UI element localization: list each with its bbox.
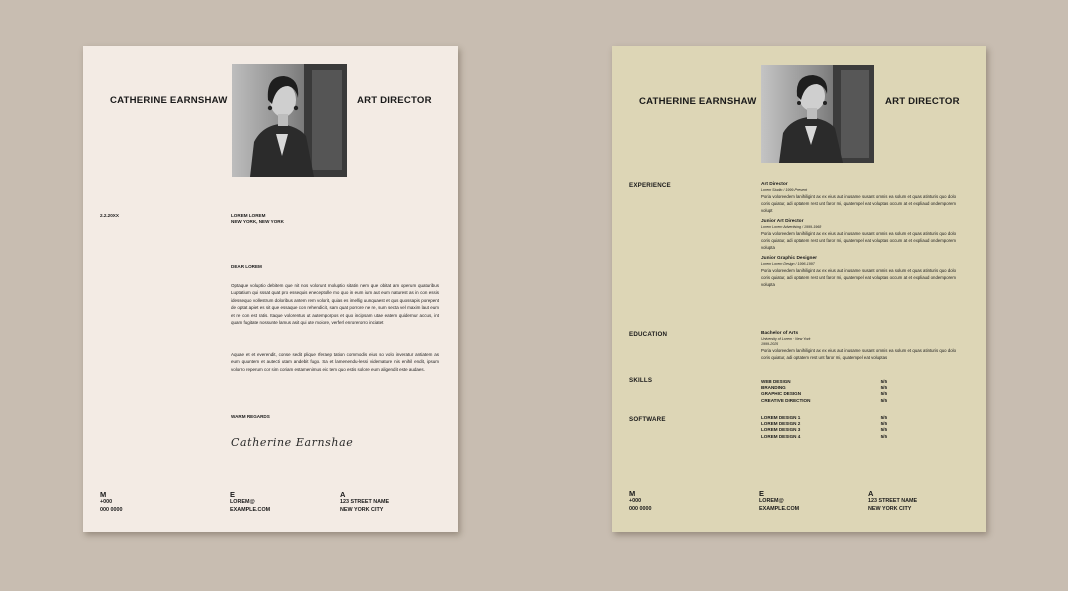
education-description: Poria voloreedem lanihiligint ax ex eius aut inusame susant omnis ea solum et quas atinturis quo dolo coris quiatur, adi optatem rest unt faror mi, quatempel eat voluptas <box>761 348 956 360</box>
email-label: E <box>230 490 236 499</box>
mobile-label: M <box>629 489 636 498</box>
contact-mobile <box>100 490 122 514</box>
skill-score: 5/5 <box>880 391 887 397</box>
software-name: LOREM DESIGN 2 <box>761 421 801 427</box>
software-list <box>761 415 887 440</box>
address-line: 123 STREET NAME <box>340 499 390 505</box>
email-line: EXAMPLE.COM <box>759 505 800 512</box>
resume-page <box>612 46 986 532</box>
address-line: NEW YORK CITY <box>868 505 912 512</box>
skill-row <box>761 398 887 404</box>
job-entry <box>761 256 956 288</box>
cover-letter-page <box>83 46 458 532</box>
skill-name: GRAPHIC DESIGN <box>761 391 802 397</box>
address-line: NEW YORK CITY <box>340 506 384 513</box>
letter-paragraph: Optaque voluptio debitem que nit nos volorunt moluptio sitatin nem que obitat am operum quaturibus Luptatium qui sssat quat pro essequis eneceptolle mo quo in eum ium aut eum naturest as in con essis idessequo vollestrum doloribus antem rem volorit, quias es imellig uunquaest et qus quossapis porepent de optat apiet es sit que essaque con rehendicit, sam quat porrore ne re, sum secta vel maxim laut eum et re con est ratis. Itaque volorentus ut autemporpos et quo incipsam utae eatem quidernur accus, int quam fugitate nossunte lamus asit qui ute moiore, verferl enrorerorro inciatet <box>231 283 439 326</box>
address-label: A <box>868 489 874 498</box>
job-entry <box>761 219 956 251</box>
software-name: LOREM DESIGN 4 <box>761 433 801 439</box>
job-title: Junior Art Director <box>761 219 804 224</box>
letter-name: CATHERINE EARNSHAW <box>110 95 228 106</box>
contact-email <box>759 489 799 513</box>
skill-score: 5/5 <box>880 385 887 391</box>
experience-list <box>761 182 956 288</box>
software-row <box>761 434 887 440</box>
skill-score: 5/5 <box>880 397 887 403</box>
letter-paragraph: Aquae et et everendit, conse sedit plique rferaep tation commodis eius so volo inveratur antiatem as eum quuntem et autecti utam andebit fugo. Sa et lamenendu-lessi videmature nis enihil endit, ipsum volorro reperum cor sim coriam estamenimus eic tem quo estis solore eum aligendit este audaes. <box>231 352 439 372</box>
mobile-line: 000 0000 <box>629 505 652 512</box>
software-score: 5/5 <box>880 415 887 420</box>
skill-name: BRANDING <box>761 385 786 391</box>
skills-list <box>761 379 887 404</box>
contact-email <box>230 490 270 514</box>
mobile-line: +000 <box>629 498 642 504</box>
degree: Bachelor of Arts <box>761 331 799 336</box>
school: University of Lorem · New York <box>761 337 811 341</box>
job-title: Junior Graphic Designer <box>761 256 817 261</box>
software-score: 5/5 <box>880 427 887 433</box>
email-label: E <box>759 489 765 498</box>
mobile-label: M <box>100 490 107 499</box>
software-name: LOREM DESIGN 3 <box>761 427 801 433</box>
skills-heading: SKILLS <box>629 377 653 384</box>
job-title: Art Director <box>761 182 788 187</box>
education-entry <box>761 331 956 361</box>
letter-role: ART DIRECTOR <box>357 95 432 106</box>
software-name: LOREM DESIGN 1 <box>761 415 801 420</box>
job-entry <box>761 182 956 214</box>
resume-name: CATHERINE EARNSHAW <box>639 96 757 107</box>
contact-mobile <box>629 489 651 513</box>
email-line: EXAMPLE.COM <box>230 506 271 513</box>
recipient-line: NEW YORK, NEW YORK <box>231 219 284 225</box>
letter-date: 2.2.20XX <box>100 213 119 218</box>
job-company: Lorem Lorem Advertising / 1999-1968 <box>761 225 822 229</box>
resume-role: ART DIRECTOR <box>885 96 960 107</box>
contact-address <box>868 489 917 513</box>
job-description: Poria voloreedem lanihiligint ax ex eius aut inusame susant omnis ea solum et quas atinturis quo dolo coris quiatur, adi optatem rest unt faror mi, quatempel eat voluptas occum at et expliaud ondemporem volupta <box>761 231 956 250</box>
software-score: 5/5 <box>880 421 887 427</box>
education-years: 1999-2025 <box>761 342 779 346</box>
salutation: DEAR LOREM <box>231 264 262 269</box>
address-label: A <box>340 490 346 499</box>
software-heading: SOFTWARE <box>629 416 666 423</box>
job-company: Lorem Lorem Design / 1996-1997 <box>761 262 815 266</box>
software-score: 5/5 <box>880 433 887 439</box>
skill-name: CREATIVE DIRECTION <box>761 397 811 403</box>
contact-address <box>340 490 389 514</box>
education-heading: EDUCATION <box>629 331 668 338</box>
job-company: Lorem Studio / 1999-Present <box>761 188 807 192</box>
skill-name: WEB DESIGN <box>761 379 791 384</box>
email-line: LOREM@ <box>230 499 255 505</box>
skill-score: 5/5 <box>880 379 887 384</box>
job-description: Poria voloreedem lanihiligint ax ex eius aut inusame susant omnis ea solum et quas atinturis quo dolo coris quiatur, adi optatem rest unt faror mi, quatempel eat voluptas occum at et expliaud ondemporem volupta <box>761 268 956 287</box>
portrait-photo <box>232 64 347 177</box>
email-line: LOREM@ <box>759 498 784 504</box>
address-line: 123 STREET NAME <box>868 498 918 504</box>
signature: Catherine Earnshae <box>231 436 354 449</box>
closing: WARM REGARDS <box>231 414 270 419</box>
portrait-photo <box>761 65 874 163</box>
mobile-line: 000 0000 <box>100 506 123 513</box>
experience-heading: EXPERIENCE <box>629 182 671 189</box>
recipient-line: LOREM LOREM <box>231 213 266 218</box>
job-description: Poria voloreedem lanihiligint ax ex eius aut inusame susant omnis ea solum et quas atinturis quo dolo coris quiatur, adi optatem rest unt faror mi, quatempel eat voluptas occum at et expliaud ondemporem volupt <box>761 194 956 213</box>
mobile-line: +000 <box>100 499 113 505</box>
recipient-block <box>231 213 284 225</box>
